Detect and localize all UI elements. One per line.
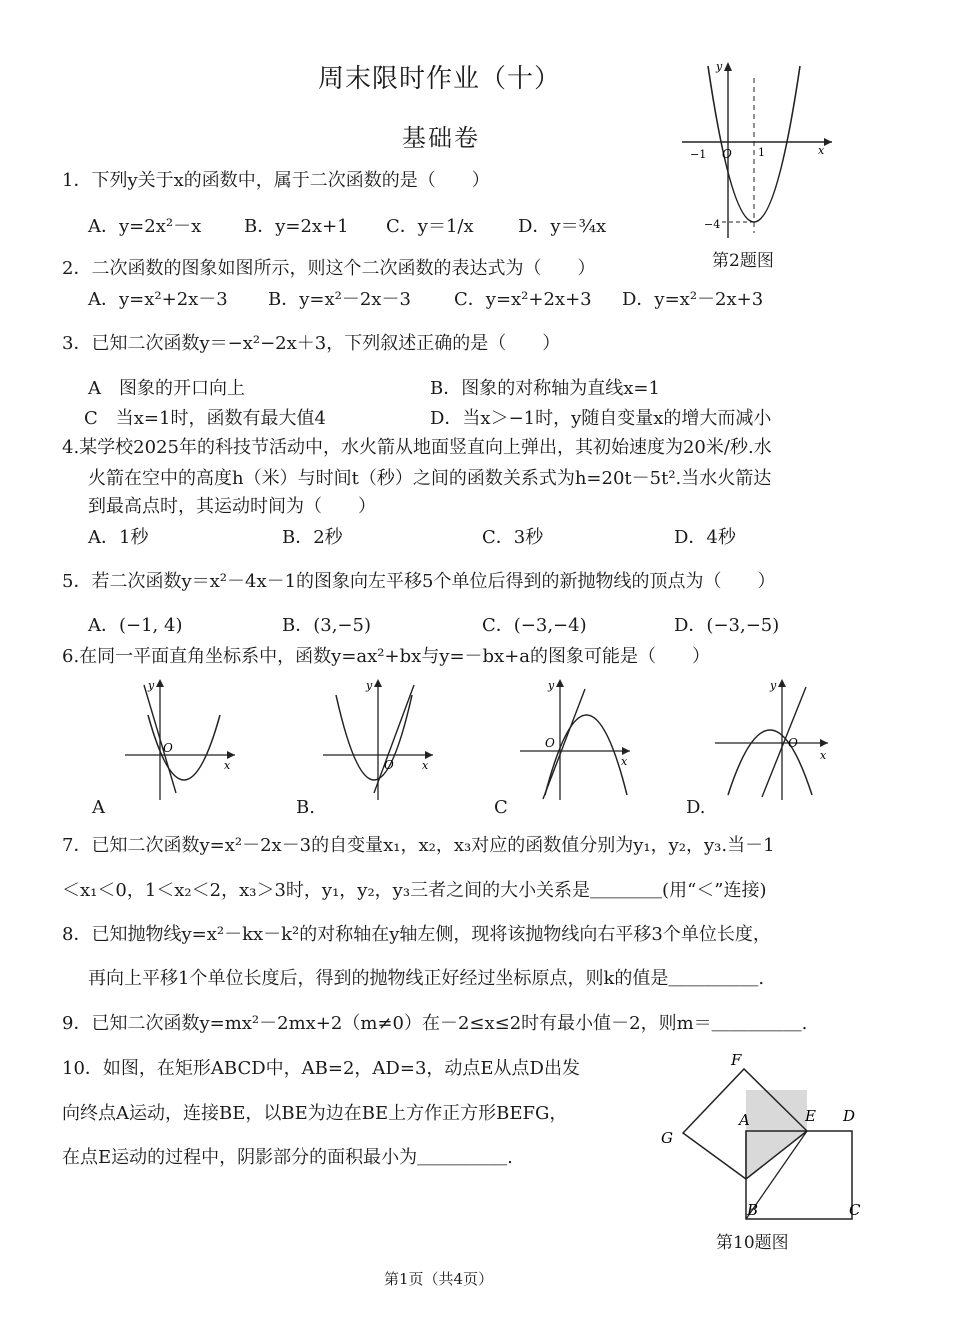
q7-line1: 7．已知二次函数y=x²－2x－3的自变量x₁，x₂，x₃对应的函数值分别为y₁，y₂，y₃.当－1 <box>62 835 775 856</box>
q3-stem: 3．已知二次函数y＝−x²−2x＋3，下列叙述正确的是（ ） <box>62 333 561 354</box>
q10-figure <box>655 1045 875 1225</box>
q6-graph-b <box>318 675 448 805</box>
fig2-tick-neg4: −4 <box>704 218 721 231</box>
q1-option-c: C．y＝1/x <box>386 216 474 237</box>
q6a-origin: O <box>163 741 173 755</box>
q6-label-c: C <box>494 797 508 818</box>
q8-line1: 8．已知抛物线y=x²－kx－k²的对称轴在y轴左侧，现将该抛物线向右平移3个单位长度， <box>62 924 771 945</box>
q6b-y-label: y <box>366 679 373 692</box>
q6b-origin: O <box>384 758 394 772</box>
q5-option-c: C．(−3,−4) <box>482 615 587 636</box>
q2-option-a: A．y=x²+2x－3 <box>88 289 228 310</box>
fig2-tick-neg1: −1 <box>690 148 707 161</box>
q2-figure <box>682 58 842 243</box>
q6c-x-label: x <box>621 755 628 768</box>
page-title: 周末限时作业（十） <box>318 64 562 94</box>
fig2-y-arrow <box>724 62 732 71</box>
fig2-tick-1: 1 <box>758 146 765 159</box>
q6-stem: 6.在同一平面直角坐标系中，函数y=ax²+bx与y=－bx+a的图象可能是（ ） <box>62 646 711 667</box>
q3-option-a: A 图象的开口向上 <box>88 378 245 399</box>
q4-option-c: C．3秒 <box>482 527 544 548</box>
q6-graph-a <box>120 675 250 805</box>
q3-option-d: D．当x＞−1时，y随自变量x的增大而减小 <box>430 408 772 429</box>
q8-line2: 再向上平移1个单位长度后，得到的抛物线正好经过坐标原点，则k的值是＿＿＿＿＿. <box>88 968 765 989</box>
q5-option-d: D．(−3,−5) <box>674 615 780 636</box>
q6c-y-label: y <box>548 679 555 692</box>
q6d-y-label: y <box>770 679 777 692</box>
q6b-line <box>374 685 414 793</box>
fig10-label-c: C <box>849 1201 861 1219</box>
q5-option-a: A．(−1, 4) <box>88 615 183 636</box>
q6b-x-label: x <box>422 759 429 772</box>
q6-label-d: D. <box>686 797 706 818</box>
q4-line2: 火箭在空中的高度h（米）与时间t（秒）之间的函数关系式为h=20t－5t².当水火箭达 <box>88 468 772 489</box>
q1-option-b: B．y=2x+1 <box>244 216 349 237</box>
q6-graph-d <box>710 675 840 805</box>
q5-option-b: B．(3,−5) <box>282 615 371 636</box>
q6a-x-label: x <box>224 759 231 772</box>
q6d-origin: O <box>788 736 798 750</box>
q6-graph-c <box>515 675 645 805</box>
q10-line1: 10．如图，在矩形ABCD中，AB=2，AD=3，动点E从点D出发 <box>62 1058 580 1079</box>
q4-line1: 4.某学校2025年的科技节活动中，水火箭从地面竖直向上弹出，其初始速度为20米/秒.水 <box>62 437 772 458</box>
q1-option-d: D．y＝¾x <box>518 216 607 237</box>
q2-stem: 2．二次函数的图象如图所示，则这个二次函数的表达式为（ ） <box>62 258 596 279</box>
q4-line3: 到最高点时，其运动时间为（ ） <box>88 496 376 517</box>
fig10-label-d: D <box>843 1107 856 1125</box>
q2-option-b: B．y=x²－2x－3 <box>268 289 411 310</box>
fig10-label-b: B <box>747 1201 759 1219</box>
q6c-origin: O <box>545 736 555 750</box>
q10-line2: 向终点A运动，连接BE，以BE为边在BE上方作正方形BEFG， <box>62 1103 568 1124</box>
fig2-origin: O <box>722 147 732 161</box>
q1-option-a: A．y=2x²－x <box>88 216 202 237</box>
q6d-parabola <box>728 730 812 795</box>
q1-stem: 1．下列y关于x的函数中，属于二次函数的是（ ） <box>62 170 490 191</box>
fig2-y-label: y <box>716 60 723 73</box>
q4-option-a: A．1秒 <box>88 527 149 548</box>
page-subtitle: 基础卷 <box>402 124 480 152</box>
fig10-label-f: F <box>731 1051 742 1069</box>
q6b-parabola <box>336 695 412 780</box>
q2-option-c: C．y=x²+2x+3 <box>454 289 592 310</box>
q6-label-b: B. <box>296 797 315 818</box>
fig10-label-g: G <box>661 1129 673 1147</box>
q5-stem: 5．若二次函数y＝x²－4x－1的图象向左平移5个单位后得到的新抛物线的顶点为（ ） <box>62 571 776 592</box>
fig2-x-label: x <box>818 144 825 157</box>
q4-option-b: B．2秒 <box>282 527 343 548</box>
q3-option-c: C 当x=1时，函数有最大值4 <box>84 408 326 429</box>
page-footer: 第1页（共4页） <box>384 1270 494 1288</box>
q10-line3: 在点E运动的过程中，阴影部分的面积最小为＿＿＿＿＿. <box>62 1147 513 1168</box>
fig2-x-arrow <box>824 138 832 146</box>
q3-option-b: B．图象的对称轴为直线x=1 <box>430 378 660 399</box>
q6a-y-label: y <box>148 679 155 692</box>
q2-option-d: D．y=x²－2x+3 <box>622 289 764 310</box>
fig10-caption: 第10题图 <box>716 1233 789 1253</box>
fig10-label-e: E <box>805 1107 816 1125</box>
q6-label-a: A <box>92 797 105 818</box>
q6d-line <box>762 687 806 797</box>
q7-line2: ＜x₁＜0，1＜x₂＜2，x₃＞3时，y₁，y₂，y₃三者之间的大小关系是＿＿＿＿(用“＜”连接) <box>62 880 767 901</box>
q6a-parabola <box>148 715 220 780</box>
fig10-label-a: A <box>739 1111 750 1129</box>
fig10-shaded-region <box>746 1090 807 1179</box>
q9-line1: 9．已知二次函数y=mx²－2mx+2（m≠0）在－2≤x≤2时有最小值－2，则m＝＿＿＿＿＿. <box>62 1013 808 1034</box>
fig2-caption: 第2题图 <box>712 251 774 271</box>
q4-option-d: D．4秒 <box>674 527 736 548</box>
q6c-parabola <box>545 715 627 795</box>
q6d-x-label: x <box>820 749 827 762</box>
